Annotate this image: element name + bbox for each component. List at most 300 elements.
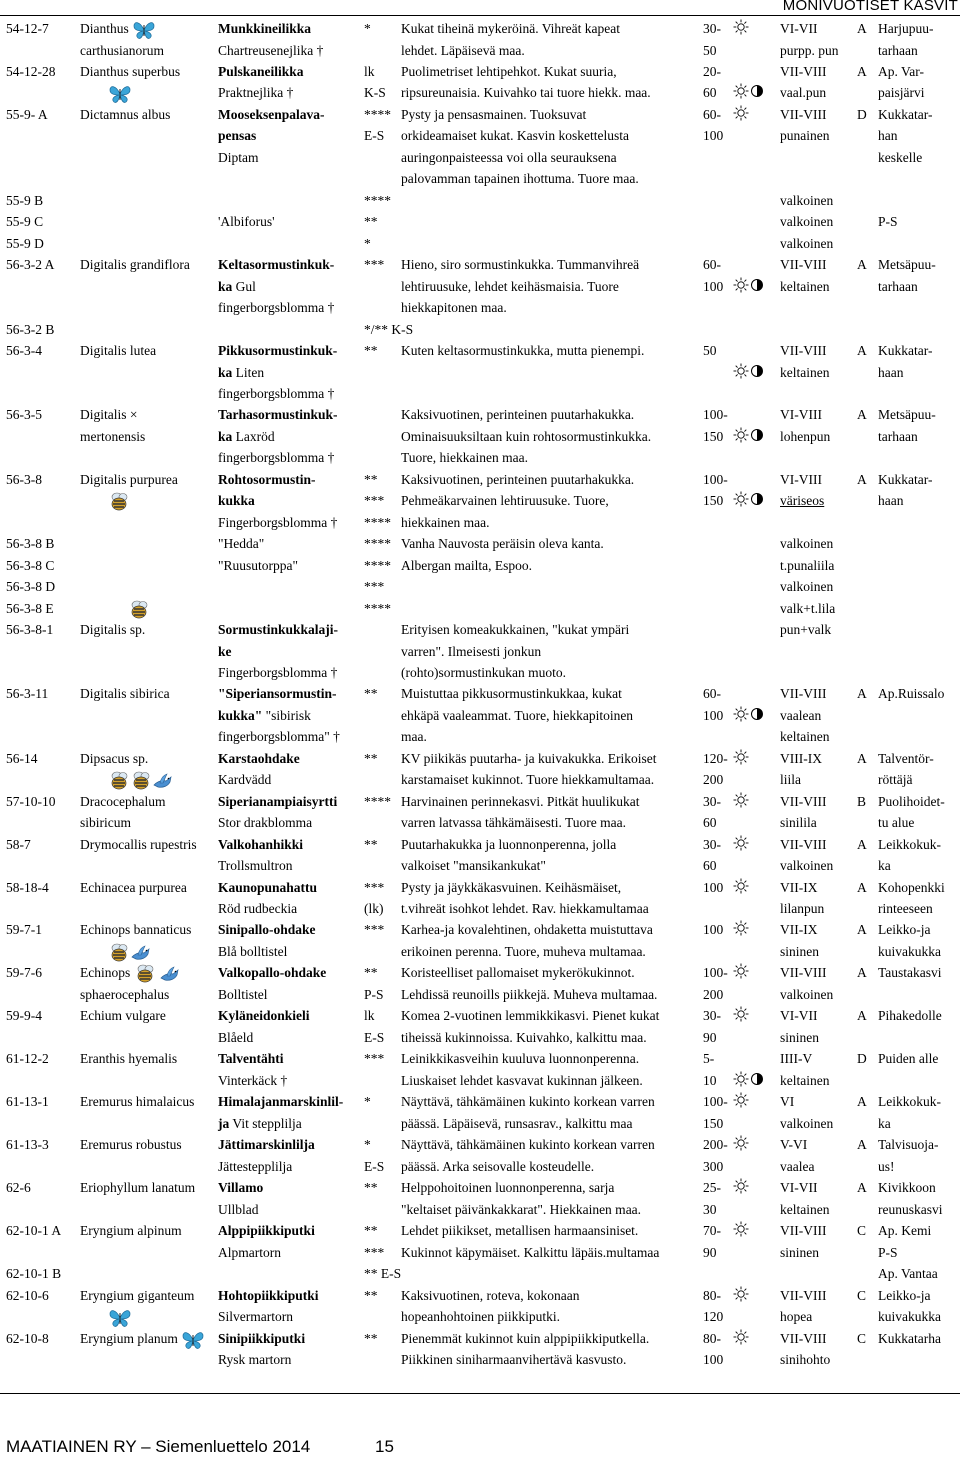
bee-icon <box>130 770 152 792</box>
cell-latin-name: Dracocephalum <box>80 794 166 809</box>
bee-icon <box>128 599 150 621</box>
cell-rating: * <box>364 1137 371 1152</box>
cell-description: t.vihreät isohkot lehdet. Rav. hiekkamultamaa <box>401 901 649 916</box>
cell-height: 30- <box>703 1008 721 1023</box>
table-row <box>0 404 960 426</box>
table-row <box>0 1156 960 1178</box>
cell-light-requirement <box>733 1285 749 1306</box>
cell-flowering: VII-VIII <box>780 1223 827 1238</box>
cell-rating: **** <box>364 558 391 573</box>
cell-light-requirement <box>733 919 749 940</box>
bird-icon <box>159 964 181 984</box>
cell-description: orkideamaiset kukat. Kasvin koskettelusta <box>401 128 629 143</box>
cell-description: ehkäpä vaaleammat. Tuore, hiekkapitoinen <box>401 708 634 723</box>
cell-flowering: valkoinen <box>780 987 834 1002</box>
table-row <box>0 1242 960 1264</box>
table-row <box>0 211 960 233</box>
table-row <box>0 254 960 276</box>
cell-finnish-name: Sinipallo-ohdake <box>218 922 316 937</box>
cell-finnish-name: "Siperiansormustin- <box>218 686 337 701</box>
table-row <box>0 1349 960 1371</box>
cell-description: Pehmeäkarvainen lehtiruusuke. Tuore, <box>401 493 609 508</box>
table-row <box>0 769 960 791</box>
cell-use: reunuskasvi <box>878 1202 943 1217</box>
cell-description: Leinikkikasveihin kuuluva luonnonperenna. <box>401 1051 640 1066</box>
cell-light-requirement <box>733 18 749 39</box>
cell-light-requirement <box>733 1091 749 1112</box>
cell-description: maa. <box>401 729 427 744</box>
sun-icon <box>733 19 749 35</box>
table-row <box>0 1285 960 1307</box>
cell-use: Puiden alle <box>878 1051 939 1066</box>
sun-icon <box>733 363 749 379</box>
table-row <box>0 426 960 448</box>
cell-flowering: VII-VIII <box>780 794 827 809</box>
table-row <box>0 1328 960 1350</box>
sun-icon <box>733 1006 749 1022</box>
cell-finnish-name: Himalajanmarskinlil- <box>218 1094 344 1109</box>
cell-group: A <box>857 1094 867 1109</box>
cell-description: varren". Ilmeisesti jonkun <box>401 644 542 659</box>
cell-code: 56-3-4 <box>6 343 42 358</box>
cell-height: 120 <box>703 1309 724 1324</box>
table-row <box>0 877 960 899</box>
cell-flowering: sininen <box>780 944 819 959</box>
cell-latin-name: Eranthis hyemalis <box>80 1051 178 1066</box>
cell-description: Hieno, siro sormustinkukka. Tummanvihreä <box>401 257 640 272</box>
cell-height: 30- <box>703 794 721 809</box>
cell-rating: ** <box>364 1180 378 1195</box>
cell-flowering: valkoinen <box>780 214 834 229</box>
cell-flowering: VI-VII <box>780 21 818 36</box>
cell-finnish-name: Vinterkäck † <box>218 1073 288 1088</box>
cell-description: Pysty ja jäykkäkasvuinen. Keihäsmäiset, <box>401 880 622 895</box>
sun-icon <box>733 83 749 99</box>
cell-flowering: vaalea <box>780 1159 815 1174</box>
cell-description: Karhea-ja kovalehtinen, ohdaketta muistuttava <box>401 922 653 937</box>
cell-finnish-name: Talventähti <box>218 1051 284 1066</box>
cell-description: Tuore, hiekkainen maa. <box>401 450 528 465</box>
table-row <box>0 533 960 555</box>
cell-group: D <box>857 1051 867 1066</box>
cell-rating: *** <box>364 579 385 594</box>
cell-description: Puolimetriset lehtipehkot. Kukat suuria, <box>401 64 617 79</box>
cell-finnish-name: "Hedda" <box>218 536 265 551</box>
table-row <box>0 1220 960 1242</box>
cell-code: 59-7-1 <box>6 922 42 937</box>
table-row <box>0 919 960 941</box>
bee-icon <box>108 942 130 964</box>
cell-flowering: VI-VIII <box>780 472 822 487</box>
cell-rating: * <box>364 1094 371 1109</box>
cell-group: A <box>857 1180 867 1195</box>
table-row <box>0 233 960 255</box>
cell-use: Kukkatarha <box>878 1331 941 1346</box>
cell-latin-name: Echium vulgare <box>80 1008 166 1023</box>
cell-height: 100- <box>703 472 728 487</box>
cell-group: A <box>857 965 867 980</box>
cell-light-requirement <box>733 962 749 983</box>
table-row <box>0 898 960 920</box>
sun-icon <box>733 1329 749 1345</box>
cell-light-requirement <box>733 362 765 383</box>
sun-icon <box>733 427 749 443</box>
cell-flowering: valkoinen <box>780 1116 834 1131</box>
sun-icon <box>733 963 749 979</box>
cell-rating: E-S <box>364 1159 385 1174</box>
cell-use: haan <box>878 493 904 508</box>
cell-height: 5- <box>703 1051 715 1066</box>
cell-group: A <box>857 922 867 937</box>
cell-description: Erityisen komeakukkainen, "kukat ympäri <box>401 622 630 637</box>
cell-rating: *** <box>364 1051 385 1066</box>
cell-finnish-name: fingerborgsblomma † <box>218 300 335 315</box>
cell-use: Kukkatar- <box>878 107 933 122</box>
cell-rating: **** <box>364 794 391 809</box>
cell-code: 57-10-10 <box>6 794 56 809</box>
cell-flowering: VII-VIII <box>780 837 827 852</box>
cell-flowering: sinililа <box>780 815 817 830</box>
cell-group: A <box>857 1137 867 1152</box>
table-row <box>0 576 960 598</box>
cell-light-requirement <box>733 1328 749 1349</box>
cell-finnish-name: Jättestepplilja <box>218 1159 293 1174</box>
cell-latin-name: carthusianorum <box>80 43 164 58</box>
cell-finnish-name: kukka" "sibirisk <box>218 708 311 723</box>
sun-icon <box>733 878 749 894</box>
cell-flowering: purpp. pun <box>780 43 839 58</box>
cell-rating: *** <box>364 880 385 895</box>
cell-rating: (lk) <box>364 901 384 916</box>
table-row <box>0 340 960 362</box>
sun-icon <box>733 920 749 936</box>
cell-flowering: VII-VIII <box>780 257 827 272</box>
cell-finnish-name: Sormustinkukkalaji- <box>218 622 339 637</box>
cell-description: Lehdissä reunoills piikkejä. Muheva multamaa. <box>401 987 658 1002</box>
cell-description: lehtiruusuke, lehdet keihäsmaisia. Tuore <box>401 279 619 294</box>
cell-flowering: keltainen <box>780 279 830 294</box>
cell-description: palovamman tapainen ihottuma. Tuore maa. <box>401 171 639 186</box>
cell-height: 60 <box>703 85 717 100</box>
cell-latin-name: Dictamnus albus <box>80 107 171 122</box>
cell-description: hiekkapitonen maa. <box>401 300 507 315</box>
footer-rule <box>0 1393 960 1394</box>
cell-finnish-name: Diptam <box>218 150 259 165</box>
cell-height: 60- <box>703 107 721 122</box>
cell-icons <box>128 598 150 621</box>
cell-use: Puolihoidet- <box>878 794 945 809</box>
table-row <box>0 147 960 169</box>
cell-group: A <box>857 407 867 422</box>
table-row <box>0 18 960 40</box>
cell-finnish-name: ka Liten <box>218 365 265 380</box>
cell-flowering: liila <box>780 772 801 787</box>
butterfly-icon <box>108 1308 132 1328</box>
cell-flowering: VI-VII <box>780 1180 818 1195</box>
table-row <box>0 619 960 641</box>
cell-use: Harjupuu- <box>878 21 934 36</box>
cell-rating: lk <box>364 1008 375 1023</box>
cell-latin-name: Dipsacus sp. <box>80 751 149 766</box>
cell-height: 200- <box>703 1137 728 1152</box>
cell-code: 54-12-28 <box>6 64 56 79</box>
table-row <box>0 1048 960 1070</box>
cell-flowering: keltainen <box>780 1073 830 1088</box>
table-row <box>0 362 960 384</box>
sun-icon <box>733 277 749 293</box>
cell-height: 25- <box>703 1180 721 1195</box>
cell-flowering: sininen <box>780 1030 819 1045</box>
table-row <box>0 834 960 856</box>
cell-height: 50 <box>703 43 717 58</box>
cell-flowering: VII-VIII <box>780 1288 827 1303</box>
table-row <box>0 726 960 748</box>
cell-height: 100 <box>703 708 724 723</box>
cell-rating: *** <box>364 493 385 508</box>
cell-code: 62-10-8 <box>6 1331 49 1346</box>
cell-description: Kaksivuotinen, perinteinen puutarhakukka. <box>401 407 635 422</box>
cell-description: Liuskaiset lehdet kasvavat kukinnan jälkeen. <box>401 1073 643 1088</box>
half-shade-icon <box>749 277 765 293</box>
butterfly-icon <box>132 20 156 40</box>
cell-description: KV piikikäs puutarha- ja kuivakukka. Erikoiset <box>401 751 657 766</box>
cell-latin-icons <box>108 941 152 964</box>
cell-light-requirement <box>733 834 749 855</box>
cell-finnish-name: Hohtopiikkiputki <box>218 1288 319 1303</box>
cell-description: Helppohoitoinen luonnonperenna, sarja <box>401 1180 615 1195</box>
cell-description: lehdet. Läpäisevä maa. <box>401 43 525 58</box>
cell-code: 61-13-1 <box>6 1094 49 1109</box>
cell-latin-name: sibiricum <box>80 815 131 830</box>
cell-use: Kukkatar- <box>878 343 933 358</box>
cell-group: A <box>857 751 867 766</box>
cell-finnish-name: Ullblad <box>218 1202 259 1217</box>
cell-finnish-name: ka Gul <box>218 279 256 294</box>
half-shade-icon <box>749 706 765 722</box>
cell-code: 56-3-8 B <box>6 536 55 551</box>
cell-group: D <box>857 107 867 122</box>
cell-light-requirement <box>733 276 765 297</box>
cell-code: 55-9- A <box>6 107 48 122</box>
cell-flowering: lilanpun <box>780 901 825 916</box>
cell-use: röttäjä <box>878 772 913 787</box>
table-row <box>0 1070 960 1092</box>
cell-description: hiekkainen maa. <box>401 515 490 530</box>
cell-flowering: VII-VIII <box>780 64 827 79</box>
table-row <box>0 1177 960 1199</box>
cell-rating: **** <box>364 193 391 208</box>
cell-finnish-name: Karstaohdake <box>218 751 300 766</box>
cell-group: A <box>857 880 867 895</box>
cell-height: 150 <box>703 493 724 508</box>
cell-code: 56-3-8 D <box>6 579 56 594</box>
cell-group: A <box>857 343 867 358</box>
table-row <box>0 555 960 577</box>
cell-finnish-name: Stor drakblomma <box>218 815 313 830</box>
cell-flowering: VI-VII <box>780 1008 818 1023</box>
bird-icon <box>152 771 174 791</box>
half-shade-icon <box>749 1071 765 1087</box>
cell-height: 50 <box>703 343 717 358</box>
cell-group: B <box>857 794 867 809</box>
cell-height: 100 <box>703 128 724 143</box>
cell-finnish-name: Fingerborgsblomma † <box>218 665 338 680</box>
cell-use: kuivakukka <box>878 1309 941 1324</box>
cell-description: Harvinainen perinnekasvi. Pitkät huulikukat <box>401 794 640 809</box>
cell-flowering: VII-VIII <box>780 1331 827 1346</box>
cell-code: 62-10-1 B <box>6 1266 62 1281</box>
cell-finnish-name: ka Laxröd <box>218 429 275 444</box>
cell-latin-icons <box>108 1306 132 1328</box>
cell-height: 200 <box>703 987 724 1002</box>
cell-code: 56-14 <box>6 751 38 766</box>
cell-use: haan <box>878 365 904 380</box>
cell-code: 62-10-1 A <box>6 1223 62 1238</box>
table-row <box>0 1263 960 1285</box>
cell-group: A <box>857 64 867 79</box>
cell-finnish-name: Kardvädd <box>218 772 272 787</box>
cell-flowering: VII-IX <box>780 880 818 895</box>
table-row <box>0 190 960 212</box>
table-row <box>0 168 960 190</box>
cell-latin-name: Digitalis × <box>80 407 138 422</box>
cell-height: 60 <box>703 858 717 873</box>
cell-description: Puutarhakukka ja luonnonperenna, jolla <box>401 837 617 852</box>
bee-icon <box>108 491 130 513</box>
table-row <box>0 641 960 663</box>
sun-icon <box>733 1071 749 1087</box>
table-row <box>0 662 960 684</box>
table-row <box>0 1113 960 1135</box>
cell-use: Ap. Kemi <box>878 1223 932 1238</box>
cell-use: Leikko-ja <box>878 922 931 937</box>
cell-flowering: VI-VIII <box>780 407 822 422</box>
cell-height: 100- <box>703 965 728 980</box>
cell-finnish-name: Valkohanhikki <box>218 837 304 852</box>
cell-use: tarhaan <box>878 429 918 444</box>
table-row <box>0 962 960 984</box>
cell-light-requirement <box>733 748 749 769</box>
cell-latin-name: Echinops <box>80 962 181 985</box>
cell-finnish-name: Bolltistel <box>218 987 268 1002</box>
table-row <box>0 82 960 104</box>
cell-description: (rohto)sormustinkukan muoto. <box>401 665 566 680</box>
cell-rating: ** <box>364 1223 378 1238</box>
cell-finnish-name: Trollsmultron <box>218 858 293 873</box>
cell-description: Muistuttaa pikkusormustinkukkaa, kukat <box>401 686 622 701</box>
cell-height: 150 <box>703 1116 724 1131</box>
cell-description: Kaksivuotinen, perinteinen puutarhakukka. <box>401 472 635 487</box>
table-row <box>0 683 960 705</box>
cell-light-requirement <box>733 1134 749 1155</box>
cell-code: 58-7 <box>6 837 31 852</box>
page-number: 15 <box>375 1437 394 1456</box>
sun-icon <box>733 1092 749 1108</box>
cell-use: Metsäpuu- <box>878 257 936 272</box>
table-row <box>0 984 960 1006</box>
page-header-title: MONIVUOTISET KASVIT <box>782 0 958 14</box>
cell-rating: ** <box>364 343 378 358</box>
cell-flowering: VII-VIII <box>780 686 827 701</box>
cell-use: kuivakukka <box>878 944 941 959</box>
cell-rating: *** <box>364 1245 385 1260</box>
cell-description: Pysty ja pensasmainen. Tuoksuvat <box>401 107 587 122</box>
cell-use: Ap. Var- <box>878 64 924 79</box>
cell-rating: **** <box>364 536 391 551</box>
cell-rating: ** <box>364 837 378 852</box>
table-row <box>0 469 960 491</box>
cell-flowering: keltainen <box>780 729 830 744</box>
cell-code: 56-3-8 C <box>6 558 55 573</box>
cell-rating: ** E-S <box>364 1266 402 1281</box>
table-row <box>0 383 960 405</box>
cell-use: P-S <box>878 1245 898 1260</box>
cell-flowering: punainen <box>780 128 830 143</box>
half-shade-icon <box>749 83 765 99</box>
cell-group: A <box>857 472 867 487</box>
sun-icon <box>733 1286 749 1302</box>
cell-use: keskelle <box>878 150 923 165</box>
cell-height: 80- <box>703 1331 721 1346</box>
sun-icon <box>733 1178 749 1194</box>
cell-height: 100 <box>703 880 724 895</box>
cell-latin-name: Eryngium alpinum <box>80 1223 182 1238</box>
cell-latin-name: Dianthus superbus <box>80 64 181 79</box>
cell-description: karstamaiset kukinnot. Tuore hiekkamultamaa. <box>401 772 655 787</box>
table-row <box>0 748 960 770</box>
cell-latin-icons <box>108 769 174 792</box>
cell-flowering: VII-VIII <box>780 965 827 980</box>
cell-flowering: valkoinen <box>780 193 834 208</box>
cell-group: A <box>857 1008 867 1023</box>
cell-flowering: V-VI <box>780 1137 808 1152</box>
cell-rating: K-S <box>364 85 386 100</box>
cell-latin-icons <box>108 82 132 104</box>
cell-height: 90 <box>703 1245 717 1260</box>
cell-height: 60 <box>703 815 717 830</box>
cell-description: "keltaiset päivänkakkarat". Hiekkainen maa. <box>401 1202 642 1217</box>
cell-rating: ** <box>364 1288 378 1303</box>
cell-description: varren latvassa tähkämäisesti. Tuore maa. <box>401 815 626 830</box>
cell-group: C <box>857 1223 867 1238</box>
cell-rating: *** <box>364 257 385 272</box>
table-row <box>0 297 960 319</box>
cell-height: 30 <box>703 1202 717 1217</box>
bird-icon <box>130 943 152 963</box>
cell-latin-name: Eryngium planum <box>80 1328 205 1350</box>
cell-flowering: sinihohto <box>780 1352 831 1367</box>
cell-rating: P-S <box>364 987 384 1002</box>
cell-description: Kuten keltasormustinkukka, mutta pienempi. <box>401 343 645 358</box>
cell-height: 100- <box>703 407 728 422</box>
cell-height: 10 <box>703 1073 717 1088</box>
cell-latin-name: Eriophyllum lanatum <box>80 1180 196 1195</box>
cell-flowering: vaalean <box>780 708 822 723</box>
cell-flowering: VII-IX <box>780 922 818 937</box>
cell-description: päässä. Läpäisevä, runsasrav., kalkittu maa <box>401 1116 633 1131</box>
cell-code: 56-3-8 E <box>6 601 54 616</box>
cell-group: A <box>857 257 867 272</box>
cell-use: Talvisuoja- <box>878 1137 939 1152</box>
footer-publisher: MAATIAINEN RY – Siemenluettelo 2014 <box>6 1437 311 1456</box>
cell-finnish-name: ke <box>218 644 232 659</box>
page-footer <box>6 1437 394 1457</box>
table-row <box>0 490 960 512</box>
cell-code: 56-3-5 <box>6 407 42 422</box>
cell-use: tarhaan <box>878 279 918 294</box>
butterfly-icon <box>181 1330 205 1350</box>
cell-flowering: VI <box>780 1094 795 1109</box>
